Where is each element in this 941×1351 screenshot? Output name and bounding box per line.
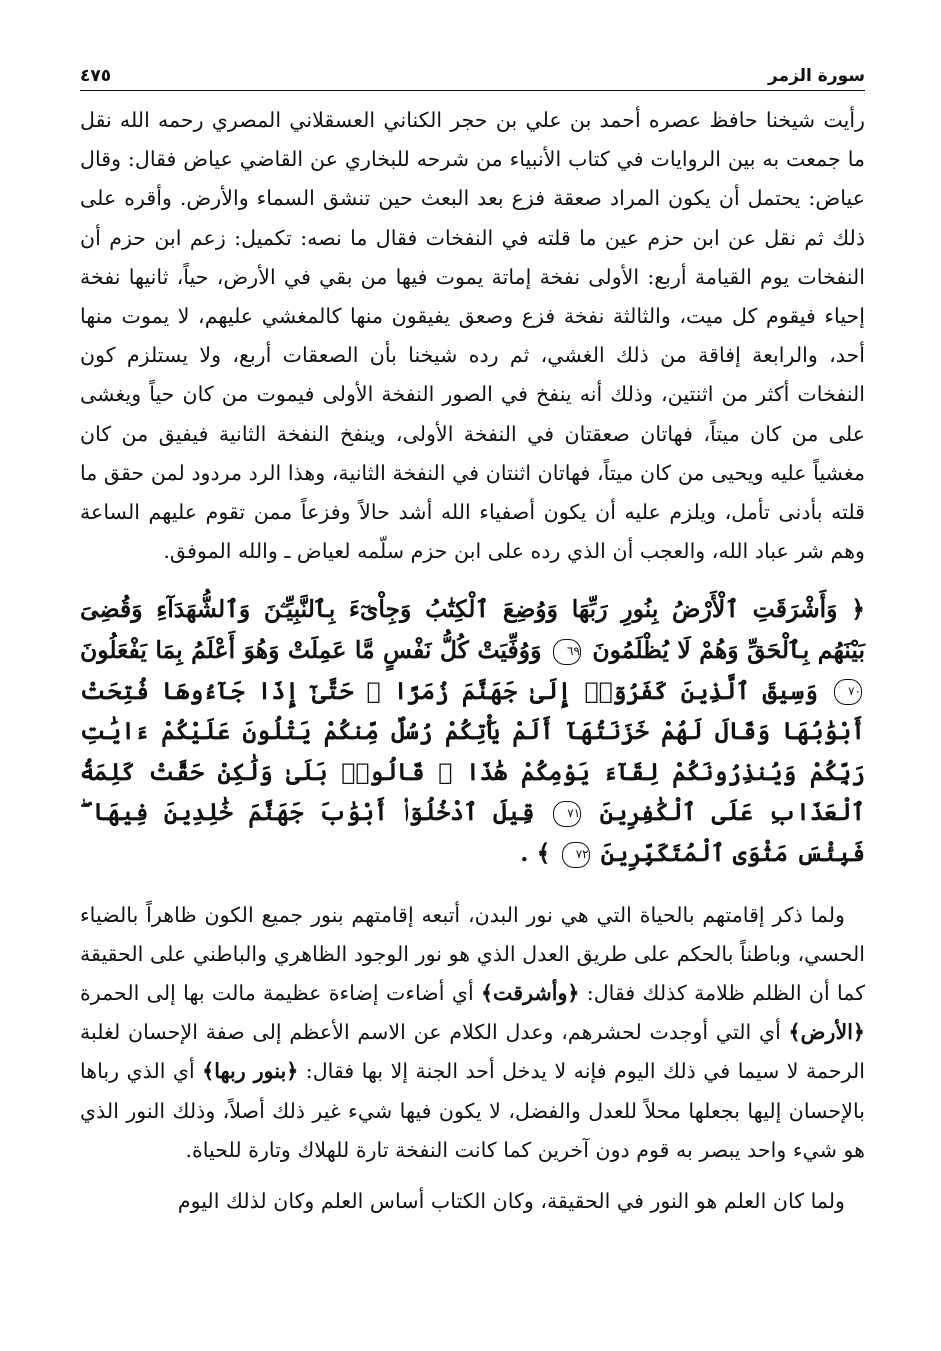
- page-number: ٤٧٥: [80, 66, 112, 86]
- quran-verses-block: [80, 589, 865, 873]
- surah-title: سورة الزمر: [767, 66, 865, 86]
- ayah-number-69: ٦٩: [553, 639, 581, 665]
- verse-71-text: وَسِيقَ ٱلَّذِينَ كَفَرُوٓا۟ إِلَىٰ جَهَنَّمَ زُمَرًا ۖ حَتَّىٰٓ إِذَا جَآءُوهَا فُتِحَتْ أَبْوَٰبُهَا وَقَالَ لَهُمْ خَزَنَتُهَآ أَلَمْ يَأْتِكُمْ رُسُلٌ مِّنكُمْ يَتْلُونَ عَلَيْكُمْ ءَايَٰتِ رَبِّكُمْ وَيُنذِرُونَكُمْ لِقَآءَ يَوْمِكُمْ هَٰذَا ۚ قَالُوا۟ بَلَىٰ وَلَٰكِنْ حَقَّتْ كَلِمَةُ ٱلْعَذَابِ عَلَى ٱلْكَٰفِرِينَ: [80, 676, 866, 827]
- ayah-number-71: ٧١: [553, 801, 581, 827]
- verse-69-text: وَأَشْرَقَتِ ٱلْأَرْضُ بِنُورِ رَبِّهَا وَوُضِعَ ٱلْكِتَٰبُ وَجِاْىٓءَ بِٱلنَّبِيِّـۧنَ وَٱلشُّهَدَآءِ وَقُضِىَ بَيْنَهُم بِٱلْحَقِّ وَهُمْ لَا يُظْلَمُونَ: [80, 595, 866, 665]
- commentary-paragraph-2: [80, 896, 865, 1170]
- running-header: [80, 48, 865, 86]
- quoted-word-alard: ﴿الأرض﴾: [788, 1020, 865, 1045]
- ayah-number-72: ٧٢: [562, 842, 590, 868]
- quran-open-bracket: ﴿: [851, 595, 865, 624]
- quoted-word-ashraqat: ﴿وأشرقت﴾: [480, 981, 580, 1005]
- para2-text-3: أي التي أوجدت لحشرهم، وعدل الكلام عن الاسم الأعظم إلى صفة الإحسان لغلبة الرحمة لا سيما في ذلك اليوم فإنه لا يدخل أحد الجنة إلا بها فقال:: [80, 1020, 866, 1084]
- quran-close-bracket: ﴾: [536, 839, 551, 867]
- ayah-number-70: ٧٠: [834, 679, 862, 705]
- commentary-paragraph-3: ولما كان العلم هو النور في الحقيقة، وكان الكتاب أساس العلم وكان لذلك اليوم: [177, 1189, 845, 1214]
- para2-text-4: أي الذي رباها بالإحسان إليها بجعلها محلاً للعدل والفضل، لا يكون فيها شيء غير ذلك أصلاً، وذلك النور الذي هو شيء واحد يبصر به قوم دون آخرين كما كانت النفخة تارة للهلاك وتارة للحياة.: [80, 1059, 865, 1162]
- book-page: [80, 48, 865, 1221]
- verse-70-text: وَوُفِّيَتْ كُلُّ نَفْسٍ مَّا عَمِلَتْ وَهُوَ أَعْلَمُ بِمَا يَفْعَلُونَ: [80, 636, 542, 665]
- quran-end-mark: .: [520, 839, 529, 867]
- para2-text-2: أي أضاءت إضاءة عظيمة مالت بها إلى الحمرة: [80, 981, 474, 1005]
- quoted-word-binuri-rabbiha: ﴿بنور ربها﴾: [202, 1059, 299, 1084]
- verse-72-text: قِيلَ ٱدْخُلُوٓا۟ أَبْوَٰبَ جَهَنَّمَ خَٰلِدِينَ فِيهَا ۖ فَبِئْسَ مَثْوَى ٱلْمُتَكَبِّرِينَ: [80, 798, 865, 867]
- header-divider: [80, 90, 865, 91]
- commentary-paragraph-1: رأيت شيخنا حافظ عصره أحمد بن علي بن حجر الكناني العسقلاني المصري رحمه الله نقل ما جمعت به بين الروايات في كتاب الأنبياء من شرحه للبخاري عن القاضي عياض فقال: وقال عياض: يحتمل أن يكون المراد صعقة فزع بعد البعث حين تنشق السماء والأرض. وأقره على ذلك ثم نقل عن ابن حزم عين ما قلته في النفخات فقال ما نصه: تكميل: زعم ابن حزم أن النفخات يوم القيامة أربع: الأولى نفخة إماتة يموت فيها من بقي في الأرض، حياً، ثانيها نفخة إحياء فيقوم كل ميت، والثالثة نفخة فزع وصعق يفيقون منها كالمغشي عليهم، لا يموت منها أحد، والرابعة إفاقة من ذلك الغشي، ثم رده شيخنا بأن الصعقات أربع، ولا يستلزم كون النفخات أكثر من اثنتين، وذلك أنه ينفخ في الصور النفخة الأولى فيموت من كان حياً ويغشى على من كان ميتاً، فهاتان صعقتان في النفخة الأولى، وينفخ النفخة الثانية فيفيق من كان مغشياً عليه ويحيى من كان ميتاً، فهاتان اثنتان في النفخة الثانية، وهذا الرد مردود لمن حقق ما قلته بأدنى تأمل، ويلزم عليه أن يكون أصفياء الله أشد حالاً وفزعاً ممن تقوم عليهم الساعة وهم شر عباد الله، والعجب أن الذي رده على ابن حزم سلّمه لعياض ـ والله الموفق.: [80, 108, 865, 564]
- para2-text-1: ولما ذكر إقامتهم بالحياة التي هي نور البدن، أتبعه إقامتهم بنور جميع الكون ظاهراً بالضياء الحسي، وباطناً بالحكم على طريق العدل الذي هو نور الوجود الظاهري والباطني على الحقيقة كما أن الظلم ظلامة كذلك فقال:: [80, 902, 866, 1005]
